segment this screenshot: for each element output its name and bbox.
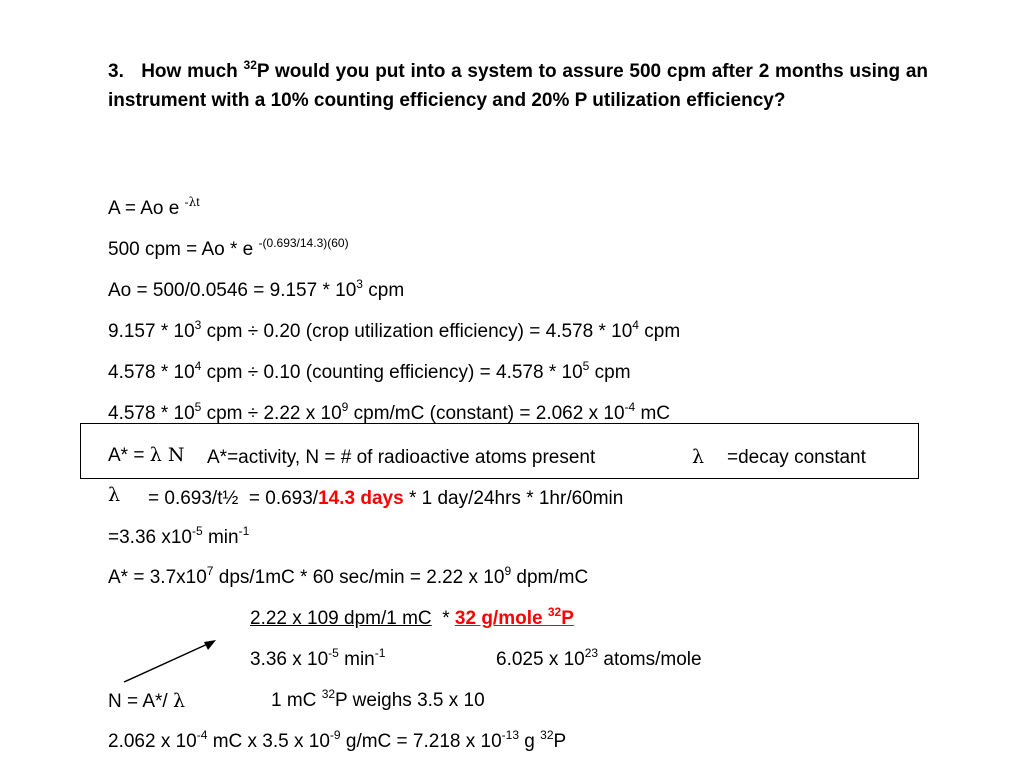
question-text: 3. How much $^{32}$P would you put into a system to assure 500 cpm after 2 months using an instrument with a 10% counting efficiency and 20% P utilization efficiency? — [108, 58, 929, 111]
decay-constant-label: =decay constant — [727, 447, 866, 468]
activity-definition: A*=activity, N = # of radioactive atoms present — [207, 447, 596, 468]
lambda-result: =3.36 $x10^{-5}$ $\min^{-1}$ — [108, 524, 250, 548]
ao-calculation: $Ao = 500/0.0546 = 9.157 * 10^3$ cpm — [108, 277, 405, 301]
activity-conversion: $A* = 3.7x10^7$ dps/1mC * 60 sec/min = 2.22 x $10^9$ dpm/mC — [108, 564, 589, 588]
arrow-icon — [120, 630, 230, 690]
decay-substitution: 500 cpm = Ao * e $^{-(0.693/14.3)(60)}$ — [108, 236, 349, 260]
n-formula: N = A*/ λ — [108, 690, 185, 712]
denominator-left: 3.36 x $10^{-5}$ $\min^{-1}$ — [250, 646, 386, 670]
utilization-calculation: $9.157 * 10^3$ cpm ÷ 0.20 (crop utilization efficiency) = $4.578 * 10^4$ cpm — [108, 318, 681, 342]
decay-equation: A = Ao e $^{-\lambda t}$ — [108, 195, 200, 219]
counting-calculation: $4.578 * 10^4$ cpm ÷ 0.10 (counting efficiency) = $4.578 * 10^5$ cpm — [108, 359, 631, 383]
numerator-line: 2.22 x 109 dpm/1 mC * 32 g/mole $^{32}$P — [250, 605, 574, 629]
denominator-right: 6.025 x $10^{23}$ atoms/mole — [496, 646, 702, 670]
final-answer: 2.062 x $10^{-4}$ mC x 3.5 x $10^{-9}$ g/mC = 7.218 x $10^{-13}$ g $^{32}$P — [108, 728, 567, 752]
lambda-calculation: = 0.693/t½ = 0.693/14.3 days * 1 day/24hrs * 1hr/60min — [148, 488, 624, 509]
lambda-symbol: λ — [692, 446, 705, 468]
p32-weight: 1 mC $^{32}$P weighs 3.5 x 10 — [271, 687, 485, 711]
lambda-symbol-2: λ — [108, 484, 121, 506]
mc-calculation: $4.578 * 10^5$ cpm ÷ 2.22 x $10^9$ cpm/mC (constant) = 2.062 x $10^{-4}$ mC — [108, 400, 671, 424]
activity-formula: A* = λ N — [108, 444, 185, 466]
